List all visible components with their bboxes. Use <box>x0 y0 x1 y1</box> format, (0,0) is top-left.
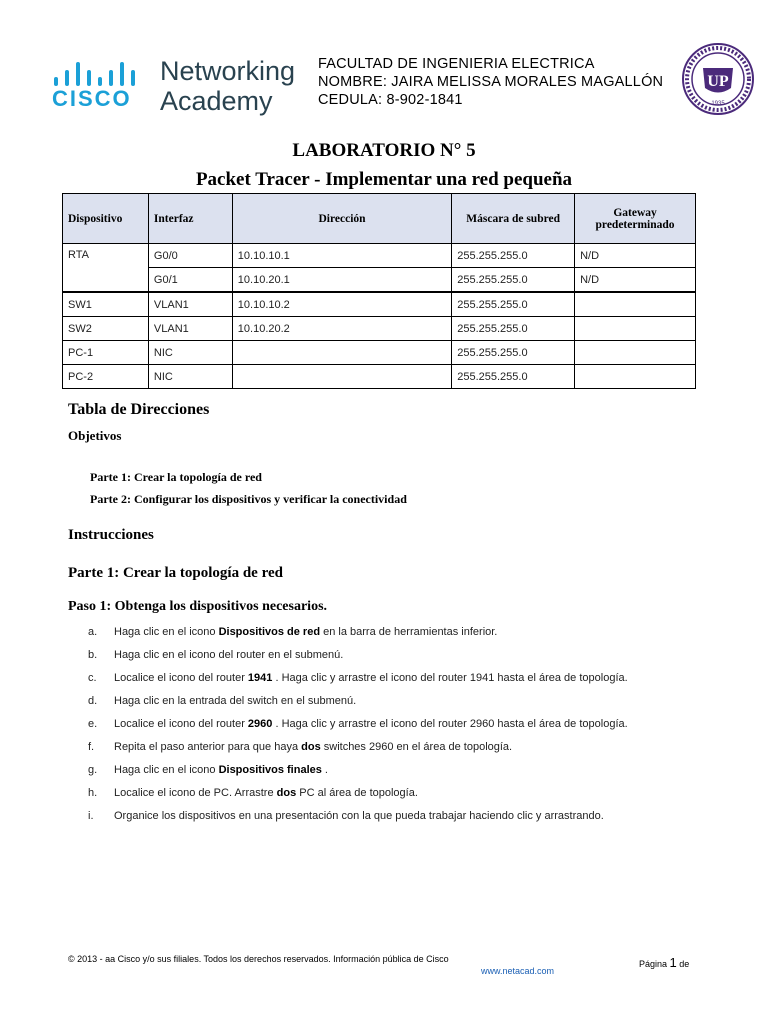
cell-gateway <box>575 317 696 341</box>
document-title: Packet Tracer - Implementar una red pequeña <box>195 169 573 190</box>
cell-interface: VLAN1 <box>148 292 232 317</box>
cell-address: 10.10.20.1 <box>232 268 451 293</box>
part-1-heading: Parte 1: Crear la topología de red <box>68 565 283 581</box>
cell-address: 10.10.10.2 <box>232 292 451 317</box>
list-text: Localice el icono del router 2960 . Haga clic y arrastre el icono del router 2960 hasta el área de topología. <box>114 718 628 730</box>
cell-address: 10.10.20.2 <box>232 317 451 341</box>
list-text: Haga clic en el icono Dispositivos finales . <box>114 764 328 776</box>
objectives-heading: Objetivos <box>68 428 122 443</box>
table-row <box>63 244 696 268</box>
cell-address <box>232 341 451 365</box>
list-item <box>88 787 748 810</box>
objective-part-2: Parte 2: Configurar los dispositivos y verificar la conectividad <box>90 492 407 506</box>
header-default-gateway: Gateway predeterminado <box>575 194 696 244</box>
cell-interface: G0/0 <box>148 244 232 268</box>
table-row <box>63 292 696 317</box>
list-letter: a. <box>88 626 98 638</box>
svg-text:UP: UP <box>707 73 729 90</box>
page-label: Página <box>639 959 668 969</box>
cell-mask: 255.255.255.0 <box>452 341 575 365</box>
cisco-wordmark: CISCO <box>52 86 132 111</box>
table-row <box>63 268 696 293</box>
cell-mask: 255.255.255.0 <box>452 317 575 341</box>
cell-gateway <box>575 292 696 317</box>
list-text: Haga clic en la entrada del switch en el submenú. <box>114 695 357 707</box>
logo-networking-text: Networking <box>160 56 296 86</box>
logo-academy-text: Academy <box>160 86 273 116</box>
cell-address <box>232 365 451 389</box>
cell-device: SW2 <box>63 317 149 341</box>
page-of: de <box>679 959 690 969</box>
page-number-value: 1 <box>669 955 677 970</box>
cell-device: PC-1 <box>63 341 149 365</box>
cell-mask: 255.255.255.0 <box>452 268 575 293</box>
list-item <box>88 810 748 833</box>
header-interface: Interfaz <box>148 194 232 244</box>
table-row <box>63 341 696 365</box>
instructions-heading: Instrucciones <box>68 527 154 543</box>
cell-mask: 255.255.255.0 <box>452 292 575 317</box>
page-number <box>639 955 689 970</box>
cell-mask: 255.255.255.0 <box>452 365 575 389</box>
cell-device: SW1 <box>63 292 149 317</box>
list-letter: b. <box>88 649 98 661</box>
cell-address: 10.10.10.1 <box>232 244 451 268</box>
list-letter: d. <box>88 695 98 707</box>
cell-device: RTA <box>63 244 149 293</box>
cell-interface: NIC <box>148 365 232 389</box>
table-header-row <box>63 194 696 244</box>
university-seal-icon <box>681 42 755 116</box>
cisco-networking-academy-logo <box>52 56 302 118</box>
student-info-header <box>318 55 663 109</box>
cell-interface: NIC <box>148 341 232 365</box>
list-letter: i. <box>88 810 94 822</box>
cell-gateway <box>575 341 696 365</box>
list-item <box>88 672 748 695</box>
table-row <box>63 365 696 389</box>
list-text: Haga clic en el icono del router en el submenú. <box>114 649 344 661</box>
student-id-line: CEDULA: 8-902-1841 <box>318 92 463 108</box>
step-1-heading: Paso 1: Obtenga los dispositivos necesarios. <box>68 599 328 614</box>
svg-text:1935: 1935 <box>711 101 725 107</box>
cell-interface: G0/1 <box>148 268 232 293</box>
list-letter: f. <box>88 741 95 753</box>
list-text: Haga clic en el icono Dispositivos de red en la barra de herramientas inferior. <box>114 626 498 638</box>
cell-mask: 255.255.255.0 <box>452 244 575 268</box>
table-caption: Tabla de Direcciones <box>68 401 210 418</box>
cell-gateway: N/D <box>575 268 696 293</box>
list-item <box>88 741 748 764</box>
list-text: Localice el icono del router 1941 . Haga clic y arrastre el icono del router 1941 hasta el área de topología. <box>114 672 628 684</box>
list-text: Organice los dispositivos en una presentación con la que pueda trabajar haciendo clic y arrastrando. <box>114 810 604 822</box>
step-list <box>88 626 748 833</box>
cell-gateway: N/D <box>575 244 696 268</box>
list-text: Localice el icono de PC. Arrastre dos PC al área de topología. <box>114 787 418 799</box>
list-letter: c. <box>88 672 97 684</box>
list-letter: h. <box>88 787 98 799</box>
cisco-bars-icon <box>54 60 144 86</box>
footer-copyright: © 2013 - aa Cisco y/o sus filiales. Todos los derechos reservados. Información pública de Cisco <box>68 954 449 964</box>
list-item <box>88 695 748 718</box>
lab-title: LABORATORIO N° 5 <box>292 140 476 161</box>
header-device: Dispositivo <box>63 194 149 244</box>
footer-link[interactable]: www.netacad.com <box>481 966 555 976</box>
list-item <box>88 718 748 741</box>
list-item <box>88 764 748 787</box>
list-item <box>88 626 748 649</box>
table-row <box>63 317 696 341</box>
student-name-line: NOMBRE: JAIRA MELISSA MORALES MAGALLÓN <box>318 74 664 90</box>
list-text: Repita el paso anterior para que haya dos switches 2960 en el área de topología. <box>114 741 513 753</box>
faculty-line: FACULTAD DE INGENIERIA ELECTRICA <box>318 56 595 72</box>
list-item <box>88 649 748 672</box>
list-letter: e. <box>88 718 98 730</box>
cell-interface: VLAN1 <box>148 317 232 341</box>
cell-device: PC-2 <box>63 365 149 389</box>
header-address: Dirección <box>232 194 451 244</box>
header-subnet-mask: Máscara de subred <box>452 194 575 244</box>
addressing-table <box>62 193 696 389</box>
objective-part-1: Parte 1: Crear la topología de red <box>90 470 262 484</box>
cell-gateway <box>575 365 696 389</box>
list-letter: g. <box>88 764 98 776</box>
